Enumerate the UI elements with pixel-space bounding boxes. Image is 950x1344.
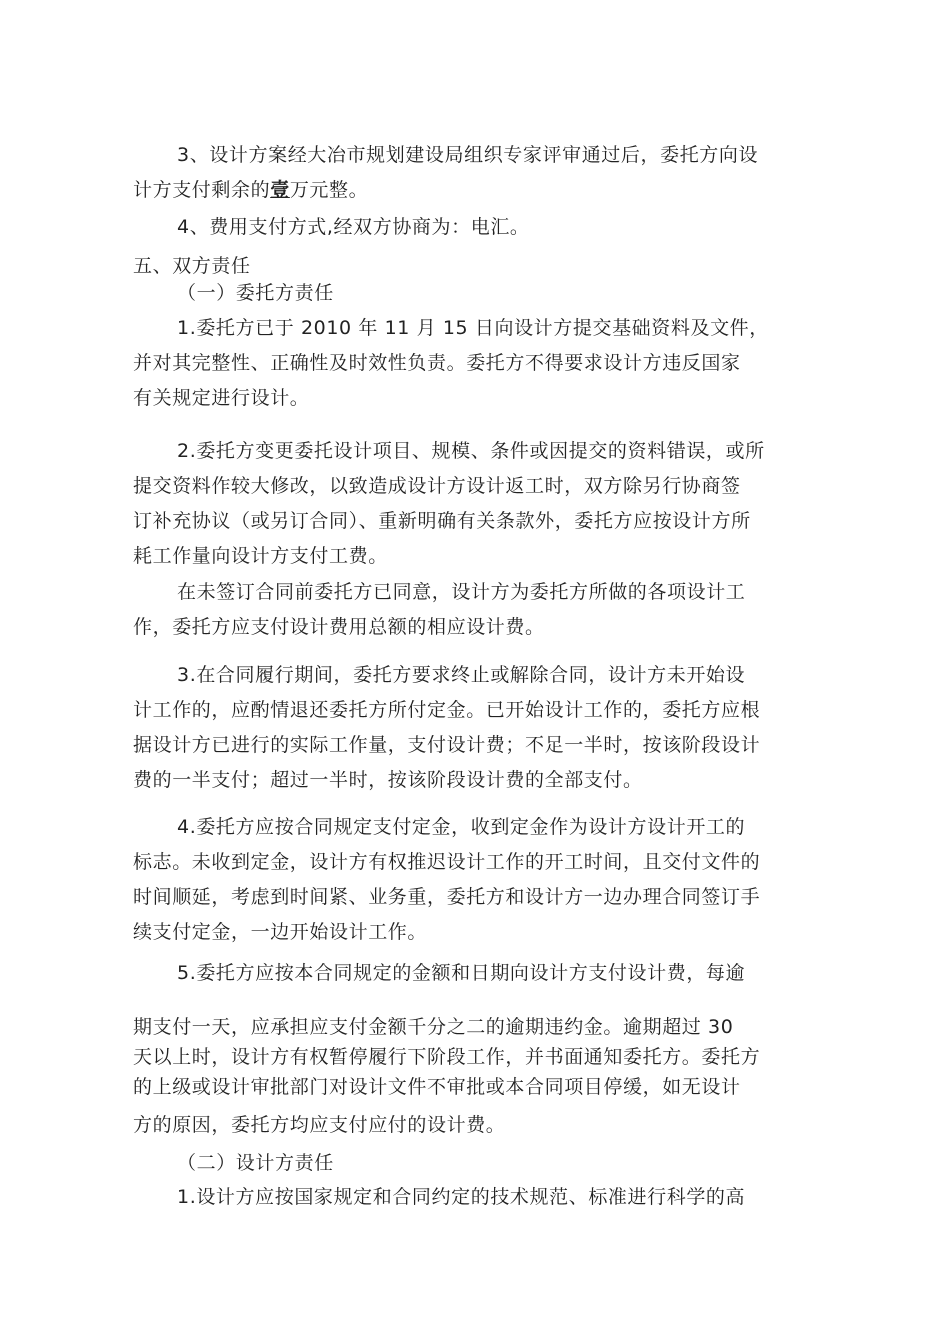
- client-clause-3: [133, 658, 821, 798]
- text-line: 据设计方已进行的实际工作量，支付设计费；不足一半时，按该阶段设计: [133, 734, 761, 756]
- client-clause-5: [133, 956, 821, 991]
- text-line: 4、费用支付方式,经双方协商为：电汇。: [177, 216, 530, 238]
- text-line: 续支付定金，一边开始设计工作。: [133, 921, 428, 943]
- text-line: 5.委托方应按本合同规定的金额和日期向设计方支付设计费，每逾: [177, 962, 746, 984]
- client-clause-1: [133, 311, 821, 416]
- text-line: 耗工作量向设计方支付工费。: [133, 545, 388, 567]
- text-line: 标志。未收到定金，设计方有权推迟设计工作的开工时间，且交付文件的: [133, 851, 761, 873]
- amount-underlined: 壹: [270, 179, 290, 201]
- subsection-heading: （一）委托方责任: [177, 282, 334, 304]
- client-clause-4: [133, 810, 821, 950]
- designer-clause-1: [133, 1180, 821, 1215]
- subsection-heading: （二）设计方责任: [177, 1152, 334, 1174]
- text-line: 并对其完整性、正确性及时效性负责。委托方不得要求设计方违反国家: [133, 352, 741, 374]
- text-line: 的上级或设计审批部门对设计文件不审批或本合同项目停缓，如无设计: [133, 1076, 741, 1098]
- text-line: 1.委托方已于 2010 年 11 月 15 日向设计方提交基础资料及文件，: [177, 317, 769, 339]
- text-line: 期支付一天，应承担应支付金额千分之二的逾期违约金。逾期超过 30: [133, 1016, 734, 1038]
- text-segment: 万元整。: [289, 179, 369, 201]
- text-line: 有关规定进行设计。: [133, 387, 310, 409]
- clause-payment-4: [133, 210, 821, 245]
- text-line: 3.在合同履行期间，委托方要求终止或解除合同，设计方未开始设: [177, 664, 746, 686]
- text-line: 天以上时，设计方有权暂停履行下阶段工作，并书面通知委托方。委托方: [133, 1046, 761, 1068]
- section-heading: 五、双方责任: [133, 255, 251, 277]
- text-line: 1.设计方应按国家规定和合同约定的技术规范、标准进行科学的高: [177, 1186, 746, 1208]
- client-clause-5-end: [133, 1108, 821, 1143]
- text-line: 提交资料作较大修改，以致造成设计方设计返工时，双方除另行协商签: [133, 475, 741, 497]
- text-line: 订补充协议（或另订合同）、重新明确有关条款外，委托方应按设计方所: [133, 510, 751, 532]
- text-line: [133, 173, 821, 208]
- text-line: 2.委托方变更委托设计项目、规模、条件或因提交的资料错误，或所: [177, 440, 765, 462]
- client-clause-2-note: [133, 575, 821, 645]
- text-line: 计工作的，应酌情退还委托方所付定金。已开始设计工作的，委托方应根: [133, 699, 761, 721]
- client-clause-2: [133, 434, 821, 574]
- text-line: 时间顺延，考虑到时间紧、业务重，委托方和设计方一边办理合同签订手: [133, 886, 761, 908]
- text-line: 在未签订合同前委托方已同意，设计方为委托方所做的各项设计工: [177, 581, 746, 603]
- text-line: 3、设计方案经大冶市规划建设局组织专家评审通过后，委托方向设: [177, 144, 759, 166]
- text-segment: 计方支付剩余的: [133, 179, 271, 201]
- clause-payment-3: [133, 138, 821, 208]
- text-line: 费的一半支付；超过一半时，按该阶段设计费的全部支付。: [133, 769, 643, 791]
- text-line: 4.委托方应按合同规定支付定金，收到定金作为设计方设计开工的: [177, 816, 746, 838]
- text-line: 方的原因，委托方均应支付应付的设计费。: [133, 1114, 506, 1136]
- text-line: 作，委托方应支付设计费用总额的相应设计费。: [133, 616, 545, 638]
- client-clause-5-cont: [133, 1012, 821, 1102]
